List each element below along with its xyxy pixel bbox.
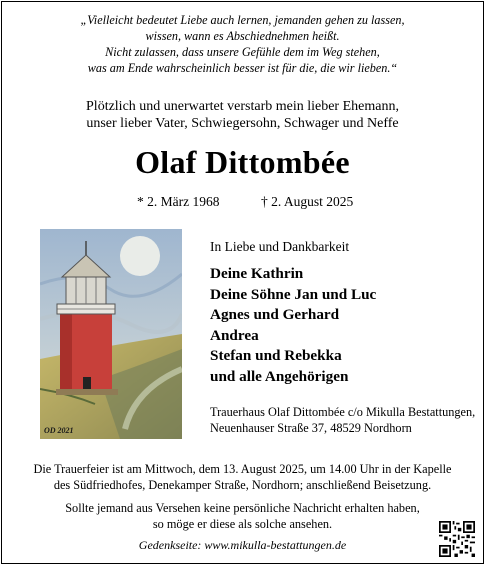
painting-signature: OD 2021 [44, 426, 74, 435]
quote-line: was am Ende wahrscheinlich besser ist für die, die wir lieben.“ [87, 61, 398, 75]
mourner-name: Agnes und Gerhard [210, 306, 340, 324]
intro-line-1: Plötzlich und unerwartet verstarb mein lieber Ehemann, [86, 99, 399, 114]
quote-line: „Vielleicht bedeutet Liebe auch lernen, jemanden gehen zu lassen, [80, 13, 405, 27]
funeral-home-address [210, 404, 475, 436]
notice-text [2, 500, 483, 532]
quote-line: Nicht zulassen, dass unsere Gefühle dem im Weg stehen, [105, 45, 380, 59]
mourners-block [210, 238, 480, 435]
service-line-1: Die Trauerfeier ist am Mittwoch, dem 13. August 2025, um 14.00 Uhr in der Kapelle [33, 462, 452, 476]
mourner-name: Deine Söhne Jan und Luc [210, 285, 377, 303]
funeral-home-line-1: Trauerhaus Olaf Dittombée c/o Mikulla Bestattungen, [210, 405, 476, 419]
death-date: † 2. August 2025 [261, 194, 354, 209]
mourners-lead: In Liebe und Dankbarkeit [210, 239, 350, 254]
mourner-names [210, 264, 480, 388]
mourner-name: und alle Angehörigen [210, 367, 349, 385]
memorial-website: Gedenkseite: www.mikulla-bestattungen.de [138, 538, 347, 552]
lighthouse-painting [40, 229, 182, 439]
mourner-name: Andrea [210, 326, 259, 344]
funeral-home-line-2: Neuenhauser Straße 37, 48529 Nordhorn [210, 421, 412, 435]
birth-date: * 2. März 1968 [137, 194, 220, 209]
intro-line-2: unser lieber Vater, Schwiegersohn, Schwager und Neffe [86, 116, 399, 131]
service-line-2: des Südfriedhofes, Denekamper Straße, Nordhorn; anschließend Beisetzung. [53, 478, 432, 492]
life-dates [2, 194, 483, 212]
qr-code-icon [439, 521, 475, 557]
quote-block [2, 12, 483, 76]
obituary-notice [1, 1, 484, 564]
deceased-name: Olaf Dittombée [135, 144, 350, 180]
quote-line: wissen, wann es Abschiednehmen heißt. [145, 29, 340, 43]
notice-line-2: so möge er diese als solche ansehen. [152, 517, 333, 531]
mourner-name: Deine Kathrin [210, 265, 304, 282]
service-details [2, 461, 483, 493]
announcement-intro [2, 98, 483, 132]
notice-line-1: Sollte jemand aus Versehen keine persönliche Nachricht erhalten haben, [65, 501, 420, 515]
mourner-name: Stefan und Rebekka [210, 347, 342, 365]
